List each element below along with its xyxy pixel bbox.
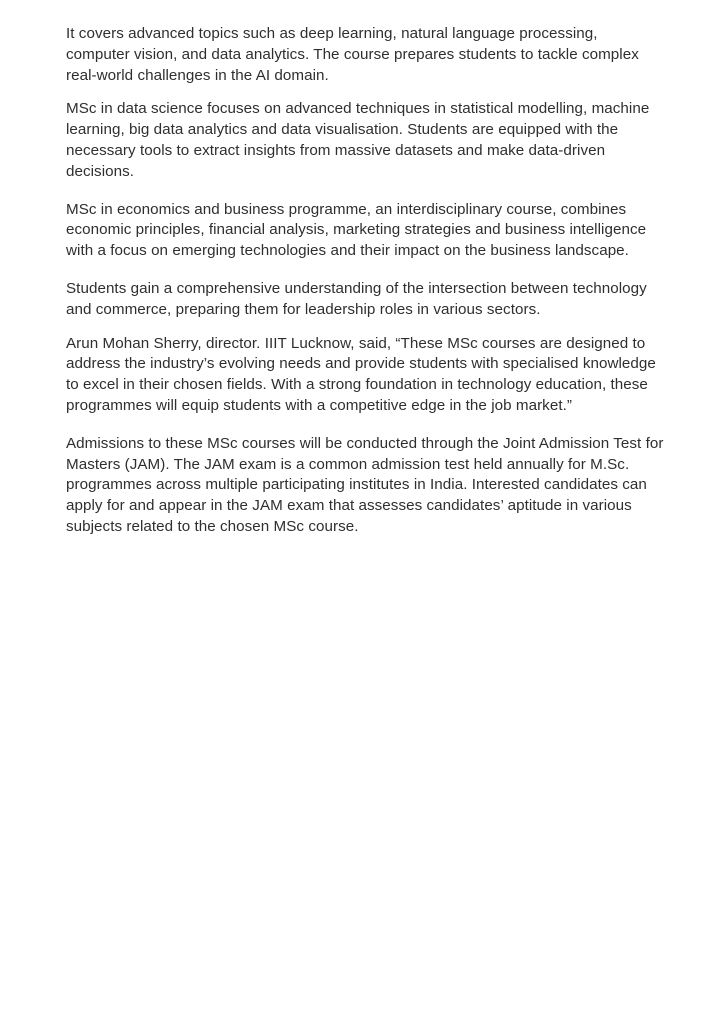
paragraph-admissions-jam: Admissions to these MSc courses will be conducted through the Joint Admission Test for Masters (JAM). The JAM exam is a common admission test held annually for M.Sc. programmes across multiple participating institutes in India. Interested candidates can apply for and appear in the JAM exam that assesses candidates’ aptitude in various subjects related to the chosen MSc course. xyxy=(66,434,664,535)
paragraph-data-science: MSc in data science focuses on advanced techniques in statistical modelling, machine learning, big data analytics and data visualisation. Students are equipped with the necessary tools to extract insights from massive datasets and make data-driven decisions. xyxy=(66,100,650,180)
paragraph-economics-business: MSc in economics and business programme, an interdisciplinary course, combines economic principles, financial analysis, marketing strategies and business intelligence with a focus on emerging technologies and their impact on the business landscape. xyxy=(66,200,647,260)
article-body xyxy=(66,24,664,538)
paragraph-technology-commerce: Students gain a comprehensive understanding of the intersection between technology and commerce, preparing them for leadership roles in various sectors. xyxy=(66,279,647,318)
paragraph-ai-course-topics: It covers advanced topics such as deep learning, natural language processing, computer vision, and data analytics. The course prepares students to tackle complex real-world challenges in the AI domain. xyxy=(66,25,639,84)
paragraph-director-quote: Arun Mohan Sherry, director. IIIT Lucknow, said, “These MSc courses are designed to address the industry’s evolving needs and provide students with specialised knowledge to excel in their chosen fields. With a strong foundation in technology education, these programmes will equip students with a competitive edge in the job market.” xyxy=(66,334,656,414)
